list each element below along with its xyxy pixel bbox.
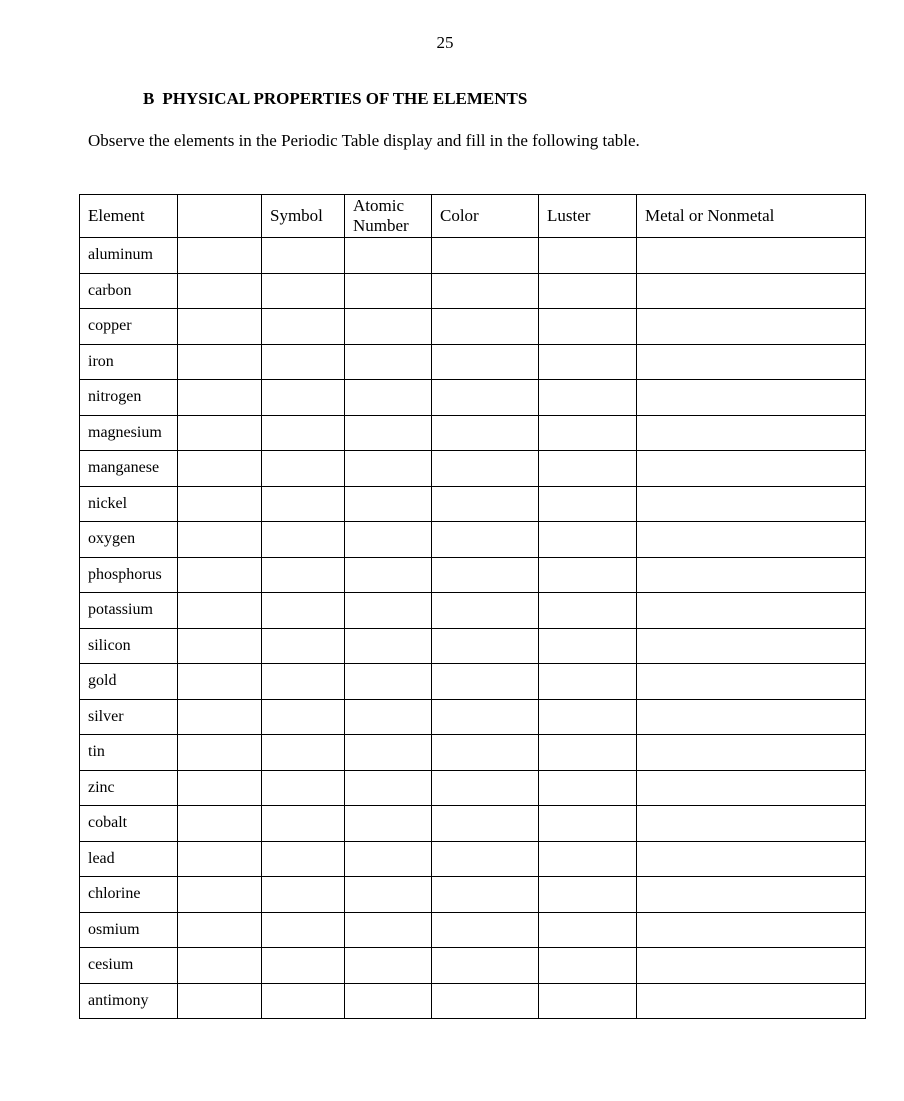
element-name-cell: carbon	[80, 273, 178, 309]
metal-or-nonmetal-cell[interactable]	[637, 841, 866, 877]
atomic-number-cell[interactable]	[345, 877, 432, 913]
element-name-cell: antimony	[80, 983, 178, 1019]
table-row	[80, 664, 866, 700]
color-cell[interactable]	[432, 451, 539, 487]
symbol-cell[interactable]	[262, 238, 345, 274]
luster-cell[interactable]	[539, 486, 637, 522]
table-row	[80, 699, 866, 735]
table-row	[80, 912, 866, 948]
blank-cell[interactable]	[178, 273, 262, 309]
section-title: PHYSICAL PROPERTIES OF THE ELEMENTS	[162, 89, 528, 108]
luster-cell[interactable]	[539, 273, 637, 309]
metal-or-nonmetal-cell[interactable]	[637, 415, 866, 451]
element-name-cell: copper	[80, 309, 178, 345]
element-name-cell: gold	[80, 664, 178, 700]
table-row	[80, 948, 866, 984]
symbol-cell[interactable]	[262, 522, 345, 558]
table-row	[80, 380, 866, 416]
table-row	[80, 983, 866, 1019]
atomic-number-cell[interactable]	[345, 309, 432, 345]
symbol-cell[interactable]	[262, 806, 345, 842]
atomic-number-cell[interactable]	[345, 486, 432, 522]
metal-or-nonmetal-cell[interactable]	[637, 451, 866, 487]
instructions-text: Observe the elements in the Periodic Table display and fill in the following table.	[88, 131, 640, 150]
metal-or-nonmetal-cell[interactable]	[637, 664, 866, 700]
color-cell[interactable]	[432, 557, 539, 593]
symbol-cell[interactable]	[262, 593, 345, 629]
blank-cell[interactable]	[178, 486, 262, 522]
metal-or-nonmetal-cell[interactable]	[637, 273, 866, 309]
blank-cell[interactable]	[178, 912, 262, 948]
color-cell[interactable]	[432, 380, 539, 416]
color-cell[interactable]	[432, 628, 539, 664]
table-header-row	[80, 195, 866, 238]
metal-or-nonmetal-cell[interactable]	[637, 770, 866, 806]
symbol-cell[interactable]	[262, 912, 345, 948]
element-name-cell: magnesium	[80, 415, 178, 451]
table-row	[80, 522, 866, 558]
blank-cell[interactable]	[178, 557, 262, 593]
element-name-cell: oxygen	[80, 522, 178, 558]
color-cell[interactable]	[432, 238, 539, 274]
metal-or-nonmetal-cell[interactable]	[637, 522, 866, 558]
element-name-cell: chlorine	[80, 877, 178, 913]
blank-cell[interactable]	[178, 699, 262, 735]
color-cell[interactable]	[432, 841, 539, 877]
blank-cell[interactable]	[178, 451, 262, 487]
symbol-cell[interactable]	[262, 770, 345, 806]
element-name-cell: osmium	[80, 912, 178, 948]
symbol-cell[interactable]	[262, 877, 345, 913]
color-cell[interactable]	[432, 593, 539, 629]
atomic-number-cell[interactable]	[345, 415, 432, 451]
blank-cell[interactable]	[178, 664, 262, 700]
atomic-number-cell[interactable]	[345, 806, 432, 842]
atomic-number-cell[interactable]	[345, 841, 432, 877]
luster-cell[interactable]	[539, 912, 637, 948]
table-row	[80, 451, 866, 487]
table-row	[80, 238, 866, 274]
table-row	[80, 557, 866, 593]
symbol-cell[interactable]	[262, 415, 345, 451]
blank-cell[interactable]	[178, 415, 262, 451]
luster-cell[interactable]	[539, 380, 637, 416]
element-name-cell: tin	[80, 735, 178, 771]
color-cell[interactable]	[432, 806, 539, 842]
header-atomic-line2: Number	[353, 216, 409, 235]
metal-or-nonmetal-cell[interactable]	[637, 983, 866, 1019]
blank-cell[interactable]	[178, 806, 262, 842]
symbol-cell[interactable]	[262, 983, 345, 1019]
color-cell[interactable]	[432, 699, 539, 735]
symbol-cell[interactable]	[262, 948, 345, 984]
metal-or-nonmetal-cell[interactable]	[637, 557, 866, 593]
luster-cell[interactable]	[539, 628, 637, 664]
luster-cell[interactable]	[539, 522, 637, 558]
blank-cell[interactable]	[178, 983, 262, 1019]
element-name-cell: nickel	[80, 486, 178, 522]
color-cell[interactable]	[432, 735, 539, 771]
element-name-cell: cesium	[80, 948, 178, 984]
atomic-number-cell[interactable]	[345, 948, 432, 984]
header-metal-or-nonmetal: Metal or Nonmetal	[637, 195, 866, 238]
color-cell[interactable]	[432, 983, 539, 1019]
luster-cell[interactable]	[539, 557, 637, 593]
luster-cell[interactable]	[539, 806, 637, 842]
symbol-cell[interactable]	[262, 309, 345, 345]
color-cell[interactable]	[432, 344, 539, 380]
metal-or-nonmetal-cell[interactable]	[637, 380, 866, 416]
header-atomic-line1: Atomic	[353, 196, 404, 216]
section-heading	[143, 89, 527, 109]
symbol-cell[interactable]	[262, 664, 345, 700]
table-row	[80, 806, 866, 842]
metal-or-nonmetal-cell[interactable]	[637, 948, 866, 984]
luster-cell[interactable]	[539, 948, 637, 984]
atomic-number-cell[interactable]	[345, 522, 432, 558]
table-row	[80, 735, 866, 771]
symbol-cell[interactable]	[262, 451, 345, 487]
table-row	[80, 273, 866, 309]
table-row	[80, 593, 866, 629]
blank-cell[interactable]	[178, 593, 262, 629]
luster-cell[interactable]	[539, 344, 637, 380]
atomic-number-cell[interactable]	[345, 557, 432, 593]
luster-cell[interactable]	[539, 877, 637, 913]
atomic-number-cell[interactable]	[345, 628, 432, 664]
element-name-cell: silicon	[80, 628, 178, 664]
metal-or-nonmetal-cell[interactable]	[637, 912, 866, 948]
metal-or-nonmetal-cell[interactable]	[637, 238, 866, 274]
element-name-cell: cobalt	[80, 806, 178, 842]
element-name-cell: aluminum	[80, 238, 178, 274]
metal-or-nonmetal-cell[interactable]	[637, 593, 866, 629]
symbol-cell[interactable]	[262, 273, 345, 309]
blank-cell[interactable]	[178, 770, 262, 806]
atomic-number-cell[interactable]	[345, 593, 432, 629]
atomic-number-cell[interactable]	[345, 664, 432, 700]
color-cell[interactable]	[432, 877, 539, 913]
header-color: Color	[432, 195, 539, 238]
page-number: 25	[436, 33, 454, 52]
symbol-cell[interactable]	[262, 557, 345, 593]
symbol-cell[interactable]	[262, 344, 345, 380]
luster-cell[interactable]	[539, 735, 637, 771]
symbol-cell[interactable]	[262, 841, 345, 877]
atomic-number-cell[interactable]	[345, 380, 432, 416]
element-name-cell: phosphorus	[80, 557, 178, 593]
metal-or-nonmetal-cell[interactable]	[637, 628, 866, 664]
element-name-cell: lead	[80, 841, 178, 877]
element-name-cell: zinc	[80, 770, 178, 806]
element-name-cell: silver	[80, 699, 178, 735]
luster-cell[interactable]	[539, 238, 637, 274]
table-row	[80, 841, 866, 877]
atomic-number-cell[interactable]	[345, 344, 432, 380]
luster-cell[interactable]	[539, 451, 637, 487]
color-cell[interactable]	[432, 415, 539, 451]
header-symbol: Symbol	[262, 195, 345, 238]
element-name-cell: nitrogen	[80, 380, 178, 416]
blank-cell[interactable]	[178, 238, 262, 274]
atomic-number-cell[interactable]	[345, 451, 432, 487]
element-name-cell: iron	[80, 344, 178, 380]
luster-cell[interactable]	[539, 699, 637, 735]
metal-or-nonmetal-cell[interactable]	[637, 699, 866, 735]
element-name-cell: manganese	[80, 451, 178, 487]
luster-cell[interactable]	[539, 983, 637, 1019]
table-row	[80, 415, 866, 451]
table-row	[80, 877, 866, 913]
physical-properties-table	[79, 194, 866, 1019]
color-cell[interactable]	[432, 912, 539, 948]
blank-cell[interactable]	[178, 948, 262, 984]
color-cell[interactable]	[432, 664, 539, 700]
blank-cell[interactable]	[178, 628, 262, 664]
symbol-cell[interactable]	[262, 380, 345, 416]
metal-or-nonmetal-cell[interactable]	[637, 735, 866, 771]
table-row	[80, 770, 866, 806]
luster-cell[interactable]	[539, 770, 637, 806]
atomic-number-cell[interactable]	[345, 770, 432, 806]
blank-cell[interactable]	[178, 735, 262, 771]
symbol-cell[interactable]	[262, 699, 345, 735]
table-row	[80, 344, 866, 380]
luster-cell[interactable]	[539, 593, 637, 629]
table-row	[80, 309, 866, 345]
color-cell[interactable]	[432, 770, 539, 806]
color-cell[interactable]	[432, 309, 539, 345]
metal-or-nonmetal-cell[interactable]	[637, 344, 866, 380]
luster-cell[interactable]	[539, 415, 637, 451]
table-row	[80, 486, 866, 522]
blank-cell[interactable]	[178, 841, 262, 877]
table-body	[80, 238, 866, 1019]
luster-cell[interactable]	[539, 664, 637, 700]
metal-or-nonmetal-cell[interactable]	[637, 806, 866, 842]
header-atomic-number	[345, 195, 432, 238]
blank-cell[interactable]	[178, 344, 262, 380]
luster-cell[interactable]	[539, 841, 637, 877]
header-luster: Luster	[539, 195, 637, 238]
symbol-cell[interactable]	[262, 628, 345, 664]
blank-cell[interactable]	[178, 522, 262, 558]
atomic-number-cell[interactable]	[345, 912, 432, 948]
luster-cell[interactable]	[539, 309, 637, 345]
blank-cell[interactable]	[178, 380, 262, 416]
metal-or-nonmetal-cell[interactable]	[637, 486, 866, 522]
color-cell[interactable]	[432, 522, 539, 558]
atomic-number-cell[interactable]	[345, 735, 432, 771]
element-name-cell: potassium	[80, 593, 178, 629]
header-blank	[178, 195, 262, 238]
blank-cell[interactable]	[178, 877, 262, 913]
atomic-number-cell[interactable]	[345, 983, 432, 1019]
metal-or-nonmetal-cell[interactable]	[637, 877, 866, 913]
symbol-cell[interactable]	[262, 486, 345, 522]
symbol-cell[interactable]	[262, 735, 345, 771]
color-cell[interactable]	[432, 948, 539, 984]
color-cell[interactable]	[432, 486, 539, 522]
atomic-number-cell[interactable]	[345, 273, 432, 309]
metal-or-nonmetal-cell[interactable]	[637, 309, 866, 345]
header-element: Element	[80, 195, 178, 238]
blank-cell[interactable]	[178, 309, 262, 345]
atomic-number-cell[interactable]	[345, 699, 432, 735]
color-cell[interactable]	[432, 273, 539, 309]
table-row	[80, 628, 866, 664]
atomic-number-cell[interactable]	[345, 238, 432, 274]
section-letter: B	[143, 89, 155, 108]
